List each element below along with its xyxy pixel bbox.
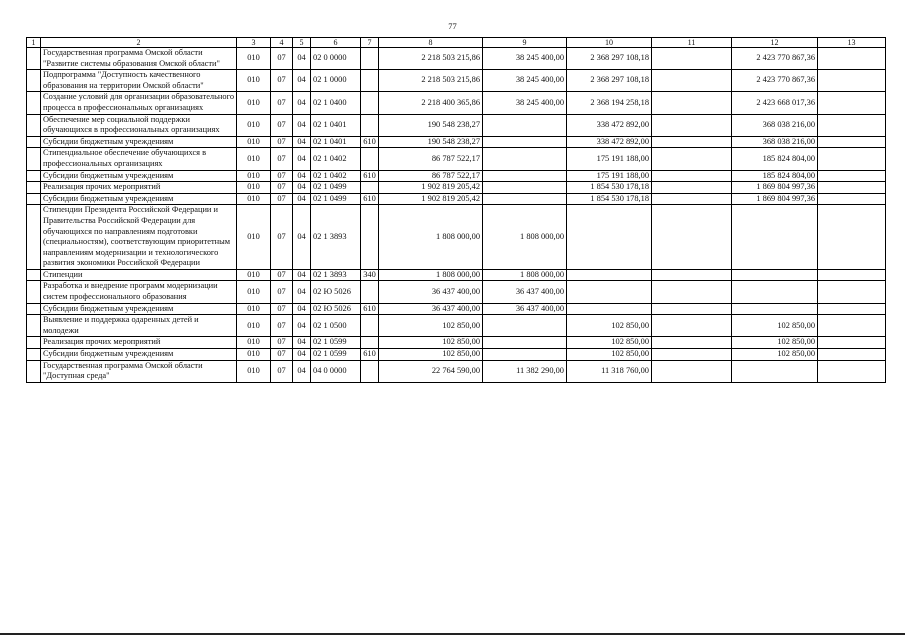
amount-cell: [652, 205, 732, 270]
amount-cell: [818, 193, 886, 205]
expense-type-cell: [361, 70, 379, 92]
page-number: 77: [448, 21, 457, 31]
column-header: 4: [271, 38, 293, 48]
item-name-cell: Стипендиальное обеспечение обучающихся в профессиональных организациях: [41, 148, 237, 170]
amount-cell: 38 245 400,00: [483, 48, 567, 70]
expense-type-cell: [361, 337, 379, 349]
amount-cell: 338 472 892,00: [567, 136, 652, 148]
amount-cell: [732, 205, 818, 270]
amount-cell: [652, 303, 732, 315]
amount-cell: [652, 193, 732, 205]
admin-code-cell: 010: [237, 114, 271, 136]
amount-cell: [652, 48, 732, 70]
amount-cell: 22 764 590,00: [379, 360, 483, 382]
amount-cell: 1 808 000,00: [379, 205, 483, 270]
table-row: [27, 92, 886, 114]
column-header: 11: [652, 38, 732, 48]
row-index-cell: [27, 303, 41, 315]
amount-cell: 36 437 400,00: [379, 281, 483, 303]
amount-cell: [652, 136, 732, 148]
amount-cell: [567, 281, 652, 303]
column-header: 9: [483, 38, 567, 48]
amount-cell: 1 808 000,00: [483, 205, 567, 270]
column-header: 5: [293, 38, 311, 48]
section-cell: 07: [271, 148, 293, 170]
amount-cell: 2 368 297 108,18: [567, 48, 652, 70]
amount-cell: 38 245 400,00: [483, 70, 567, 92]
amount-cell: [483, 315, 567, 337]
subsection-cell: 04: [293, 269, 311, 281]
amount-cell: 1 854 530 178,18: [567, 182, 652, 194]
target-article-cell: 02 Ю 5026: [311, 281, 361, 303]
amount-cell: [818, 281, 886, 303]
row-index-cell: [27, 148, 41, 170]
item-name-cell: Субсидии бюджетным учреждениям: [41, 303, 237, 315]
amount-cell: [652, 92, 732, 114]
amount-cell: 36 437 400,00: [483, 281, 567, 303]
amount-cell: [818, 205, 886, 270]
amount-cell: [483, 170, 567, 182]
amount-cell: 2 423 770 867,36: [732, 48, 818, 70]
expense-type-cell: 610: [361, 136, 379, 148]
section-cell: 07: [271, 303, 293, 315]
subsection-cell: 04: [293, 170, 311, 182]
amount-cell: [652, 315, 732, 337]
table-row: [27, 281, 886, 303]
amount-cell: [818, 92, 886, 114]
expense-type-cell: [361, 92, 379, 114]
target-article-cell: 02 1 0401: [311, 136, 361, 148]
amount-cell: [652, 269, 732, 281]
target-article-cell: 02 1 0401: [311, 114, 361, 136]
row-index-cell: [27, 337, 41, 349]
section-cell: 07: [271, 92, 293, 114]
target-article-cell: 02 1 0000: [311, 70, 361, 92]
target-article-cell: 02 1 0402: [311, 170, 361, 182]
column-header: 7: [361, 38, 379, 48]
section-cell: 07: [271, 193, 293, 205]
item-name-cell: Субсидии бюджетным учреждениям: [41, 349, 237, 361]
expense-type-cell: 610: [361, 170, 379, 182]
amount-cell: [652, 114, 732, 136]
column-header: 13: [818, 38, 886, 48]
target-article-cell: 02 1 0599: [311, 349, 361, 361]
target-article-cell: 02 1 0500: [311, 315, 361, 337]
amount-cell: [818, 136, 886, 148]
target-article-cell: 02 0 0000: [311, 48, 361, 70]
amount-cell: 2 423 668 017,36: [732, 92, 818, 114]
amount-cell: 36 437 400,00: [379, 303, 483, 315]
item-name-cell: Создание условий для организации образовательного процесса в профессиональных организациях: [41, 92, 237, 114]
amount-cell: 102 850,00: [732, 337, 818, 349]
subsection-cell: 04: [293, 349, 311, 361]
expense-type-cell: [361, 281, 379, 303]
amount-cell: [567, 303, 652, 315]
amount-cell: 2 218 400 365,86: [379, 92, 483, 114]
table-row: [27, 205, 886, 270]
amount-cell: [652, 148, 732, 170]
amount-cell: 2 368 297 108,18: [567, 70, 652, 92]
amount-cell: [818, 269, 886, 281]
admin-code-cell: 010: [237, 337, 271, 349]
amount-cell: [818, 337, 886, 349]
section-cell: 07: [271, 360, 293, 382]
item-name-cell: Разработка и внедрение программ модернизации систем профессионального образования: [41, 281, 237, 303]
subsection-cell: 04: [293, 360, 311, 382]
section-cell: 07: [271, 281, 293, 303]
scan-edge-line: [0, 633, 905, 635]
amount-cell: 102 850,00: [567, 337, 652, 349]
section-cell: 07: [271, 269, 293, 281]
item-name-cell: Реализация прочих мероприятий: [41, 182, 237, 194]
target-article-cell: 02 1 3893: [311, 205, 361, 270]
amount-cell: 368 038 216,00: [732, 114, 818, 136]
item-name-cell: Выявление и поддержка одаренных детей и молодежи: [41, 315, 237, 337]
table-row: [27, 70, 886, 92]
subsection-cell: 04: [293, 48, 311, 70]
row-index-cell: [27, 315, 41, 337]
subsection-cell: 04: [293, 182, 311, 194]
amount-cell: [818, 170, 886, 182]
table-row: [27, 349, 886, 361]
section-cell: 07: [271, 337, 293, 349]
amount-cell: [652, 70, 732, 92]
expense-type-cell: [361, 148, 379, 170]
expense-type-cell: 610: [361, 193, 379, 205]
amount-cell: 1 808 000,00: [483, 269, 567, 281]
amount-cell: [483, 349, 567, 361]
admin-code-cell: 010: [237, 92, 271, 114]
target-article-cell: 04 0 0000: [311, 360, 361, 382]
amount-cell: 175 191 188,00: [567, 170, 652, 182]
column-header: 12: [732, 38, 818, 48]
target-article-cell: 02 1 0499: [311, 182, 361, 194]
expense-type-cell: 610: [361, 303, 379, 315]
amount-cell: [483, 114, 567, 136]
amount-cell: [818, 148, 886, 170]
column-header: 8: [379, 38, 483, 48]
section-cell: 07: [271, 136, 293, 148]
row-index-cell: [27, 360, 41, 382]
amount-cell: 2 423 770 867,36: [732, 70, 818, 92]
amount-cell: 2 218 503 215,86: [379, 48, 483, 70]
amount-cell: 102 850,00: [379, 337, 483, 349]
amount-cell: 185 824 804,00: [732, 148, 818, 170]
row-index-cell: [27, 281, 41, 303]
table-row: [27, 148, 886, 170]
table-row: [27, 48, 886, 70]
admin-code-cell: 010: [237, 136, 271, 148]
subsection-cell: 04: [293, 205, 311, 270]
section-cell: 07: [271, 315, 293, 337]
table-row: [27, 360, 886, 382]
amount-cell: [732, 303, 818, 315]
item-name-cell: Стипендии: [41, 269, 237, 281]
amount-cell: [818, 303, 886, 315]
section-cell: 07: [271, 205, 293, 270]
item-name-cell: Государственная программа Омской области "Доступная среда": [41, 360, 237, 382]
table-row: [27, 269, 886, 281]
admin-code-cell: 010: [237, 148, 271, 170]
expense-type-cell: 610: [361, 349, 379, 361]
row-index-cell: [27, 136, 41, 148]
amount-cell: [732, 269, 818, 281]
subsection-cell: 04: [293, 281, 311, 303]
row-index-cell: [27, 205, 41, 270]
admin-code-cell: 010: [237, 193, 271, 205]
amount-cell: 36 437 400,00: [483, 303, 567, 315]
admin-code-cell: 010: [237, 281, 271, 303]
table-row: [27, 114, 886, 136]
amount-cell: 190 548 238,27: [379, 114, 483, 136]
amount-cell: [652, 182, 732, 194]
expense-type-cell: [361, 48, 379, 70]
section-cell: 07: [271, 349, 293, 361]
section-cell: 07: [271, 114, 293, 136]
expense-type-cell: [361, 205, 379, 270]
column-header: 3: [237, 38, 271, 48]
table-row: [27, 182, 886, 194]
subsection-cell: 04: [293, 114, 311, 136]
amount-cell: [652, 281, 732, 303]
admin-code-cell: 010: [237, 315, 271, 337]
table-row: [27, 170, 886, 182]
target-article-cell: 02 1 0499: [311, 193, 361, 205]
target-article-cell: 02 1 3893: [311, 269, 361, 281]
amount-cell: [483, 182, 567, 194]
amount-cell: [652, 360, 732, 382]
item-name-cell: Субсидии бюджетным учреждениям: [41, 136, 237, 148]
admin-code-cell: 010: [237, 349, 271, 361]
amount-cell: 1 902 819 205,42: [379, 193, 483, 205]
expense-type-cell: 340: [361, 269, 379, 281]
table-row: [27, 136, 886, 148]
amount-cell: 102 850,00: [732, 315, 818, 337]
amount-cell: [567, 269, 652, 281]
row-index-cell: [27, 48, 41, 70]
section-cell: 07: [271, 170, 293, 182]
column-number-row: [27, 38, 886, 48]
subsection-cell: 04: [293, 303, 311, 315]
target-article-cell: 02 1 0599: [311, 337, 361, 349]
row-index-cell: [27, 182, 41, 194]
amount-cell: 102 850,00: [567, 315, 652, 337]
amount-cell: 86 787 522,17: [379, 148, 483, 170]
subsection-cell: 04: [293, 337, 311, 349]
amount-cell: 102 850,00: [379, 315, 483, 337]
amount-cell: [818, 114, 886, 136]
amount-cell: [818, 48, 886, 70]
amount-cell: [732, 281, 818, 303]
amount-cell: 1 869 804 997,36: [732, 193, 818, 205]
amount-cell: 1 854 530 178,18: [567, 193, 652, 205]
amount-cell: [818, 315, 886, 337]
row-index-cell: [27, 114, 41, 136]
amount-cell: [483, 193, 567, 205]
amount-cell: 38 245 400,00: [483, 92, 567, 114]
amount-cell: 368 038 216,00: [732, 136, 818, 148]
amount-cell: 175 191 188,00: [567, 148, 652, 170]
amount-cell: [483, 136, 567, 148]
amount-cell: [652, 170, 732, 182]
row-index-cell: [27, 170, 41, 182]
table-row: [27, 337, 886, 349]
amount-cell: 2 368 194 258,18: [567, 92, 652, 114]
admin-code-cell: 010: [237, 48, 271, 70]
amount-cell: 190 548 238,27: [379, 136, 483, 148]
row-index-cell: [27, 193, 41, 205]
admin-code-cell: 010: [237, 170, 271, 182]
amount-cell: [818, 349, 886, 361]
row-index-cell: [27, 70, 41, 92]
amount-cell: 102 850,00: [567, 349, 652, 361]
amount-cell: 1 869 804 997,36: [732, 182, 818, 194]
amount-cell: [483, 148, 567, 170]
amount-cell: 338 472 892,00: [567, 114, 652, 136]
amount-cell: 1 808 000,00: [379, 269, 483, 281]
section-cell: 07: [271, 48, 293, 70]
section-cell: 07: [271, 70, 293, 92]
amount-cell: [818, 182, 886, 194]
subsection-cell: 04: [293, 315, 311, 337]
column-header: 6: [311, 38, 361, 48]
amount-cell: [732, 360, 818, 382]
budget-table: [26, 37, 886, 383]
amount-cell: 102 850,00: [732, 349, 818, 361]
expense-type-cell: [361, 360, 379, 382]
table-row: [27, 193, 886, 205]
item-name-cell: Субсидии бюджетным учреждениям: [41, 170, 237, 182]
admin-code-cell: 010: [237, 360, 271, 382]
admin-code-cell: 010: [237, 269, 271, 281]
table-row: [27, 315, 886, 337]
item-name-cell: Государственная программа Омской области "Развитие системы образования Омской области": [41, 48, 237, 70]
amount-cell: 185 824 804,00: [732, 170, 818, 182]
amount-cell: 1 902 819 205,42: [379, 182, 483, 194]
subsection-cell: 04: [293, 136, 311, 148]
item-name-cell: Стипендии Президента Российской Федерации и Правительства Российской Федерации для обучающихся по направлениям подготовки (специальностям), соответствующим приоритетным направлениям модернизации и технологического развития экономики Российской Федерации: [41, 205, 237, 270]
admin-code-cell: 010: [237, 70, 271, 92]
item-name-cell: Реализация прочих мероприятий: [41, 337, 237, 349]
item-name-cell: Обеспечение мер социальной поддержки обучающихся в профессиональных организациях: [41, 114, 237, 136]
admin-code-cell: 010: [237, 182, 271, 194]
amount-cell: 11 382 290,00: [483, 360, 567, 382]
admin-code-cell: 010: [237, 205, 271, 270]
subsection-cell: 04: [293, 70, 311, 92]
admin-code-cell: 010: [237, 303, 271, 315]
target-article-cell: 02 1 0402: [311, 148, 361, 170]
amount-cell: 11 318 760,00: [567, 360, 652, 382]
expense-type-cell: [361, 182, 379, 194]
expense-type-cell: [361, 114, 379, 136]
subsection-cell: 04: [293, 193, 311, 205]
amount-cell: [818, 70, 886, 92]
amount-cell: [652, 349, 732, 361]
target-article-cell: 02 1 0400: [311, 92, 361, 114]
row-index-cell: [27, 269, 41, 281]
table-row: [27, 303, 886, 315]
amount-cell: 102 850,00: [379, 349, 483, 361]
row-index-cell: [27, 92, 41, 114]
item-name-cell: Субсидии бюджетным учреждениям: [41, 193, 237, 205]
row-index-cell: [27, 349, 41, 361]
amount-cell: [567, 205, 652, 270]
subsection-cell: 04: [293, 92, 311, 114]
amount-cell: 2 218 503 215,86: [379, 70, 483, 92]
column-header: 10: [567, 38, 652, 48]
amount-cell: 86 787 522,17: [379, 170, 483, 182]
subsection-cell: 04: [293, 148, 311, 170]
column-header: 2: [41, 38, 237, 48]
amount-cell: [483, 337, 567, 349]
amount-cell: [818, 360, 886, 382]
target-article-cell: 02 Ю 5026: [311, 303, 361, 315]
amount-cell: [652, 337, 732, 349]
column-header: 1: [27, 38, 41, 48]
section-cell: 07: [271, 182, 293, 194]
item-name-cell: Подпрограмма "Доступность качественного образования на территории Омской области": [41, 70, 237, 92]
expense-type-cell: [361, 315, 379, 337]
